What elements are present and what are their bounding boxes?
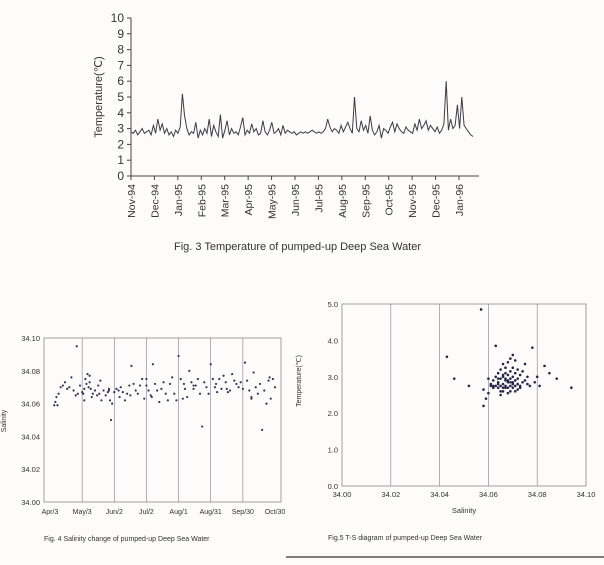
fig4-data-point [222,375,224,377]
fig5-data-point [504,366,507,369]
fig4-data-point [105,394,107,396]
fig5-data-point [494,385,497,388]
fig5-data-point [512,386,515,389]
fig4-x-tick-label: Apr/3 [41,509,59,516]
fig5-data-point [514,372,517,375]
fig5-data-point [502,363,505,366]
fig5-x-tick-label: 34.08 [527,490,547,499]
fig4-data-point [180,378,182,380]
fig3-x-tick-label: Jun-95 [290,184,302,217]
fig5-data-point [492,385,495,388]
fig4-data-point [64,381,66,383]
fig4-data-point [186,396,188,398]
fig5-data-point [529,385,532,388]
fig4-data-point [132,383,134,385]
fig4-data-point [130,365,132,367]
fig5-data-point [509,377,512,380]
fig4-data-point [90,388,92,390]
fig4-data-point [215,383,217,385]
fig5-data-point [487,392,490,395]
fig4-data-point [173,393,175,395]
fig5-plot-area [342,304,586,486]
fig5-data-point [526,383,529,386]
fig4-data-point [57,393,59,395]
fig4-x-tick-label: May/3 [72,509,92,516]
fig5-data-point [499,390,502,393]
fig4-data-point [70,376,72,378]
fig4-data-point [235,383,237,385]
fig3-y-tick-label: 3 [117,121,124,136]
fig4-data-point [83,399,85,401]
fig3-x-tick-label: Jan-95 [172,184,185,217]
fig4-data-point [75,394,77,396]
fig5-data-point [519,386,522,389]
fig5-data-point [507,392,510,395]
fig4-data-point [99,380,101,382]
fig4-data-point [55,396,57,398]
fig4-data-point [79,384,81,386]
fig4-data-point [98,393,100,395]
fig5-data-point [512,354,515,357]
fig4-data-point [225,381,227,383]
fig5-data-point [524,363,527,366]
fig4-y-tick-label: 34.08 [21,366,40,376]
fig3-x-tick-label: Aug-95 [336,184,349,218]
fig4-data-point [201,425,203,427]
fig5-y-tick-label: 0.0 [327,482,338,491]
fig4-data-point [66,388,68,390]
fig5-data-point [499,385,502,388]
fig5-data-point [502,386,505,389]
fig5-data-point [555,377,558,380]
fig5-data-point [509,381,512,384]
fig5-data-point [485,397,488,400]
fig4-data-point [129,394,131,396]
fig4-data-point [261,429,263,431]
fig4-data-point [91,396,93,398]
fig4-data-point [158,401,160,403]
fig4-data-point [197,378,199,380]
fig4-x-tick-label: Jul/2 [139,509,154,516]
fig4-data-point [216,391,218,393]
fig5-x-tick-label: 34.10 [576,490,596,499]
fig5-data-point [509,370,512,373]
fig5-data-point [494,345,497,348]
fig4-data-point [270,398,272,400]
fig5-data-point [516,383,519,386]
fig5-data-point [492,379,495,382]
fig4-data-point [205,386,207,388]
fig5-y-tick-label: 4.0 [327,336,338,346]
fig3-x-tick-label: Mar-95 [219,184,232,218]
fig5-y-axis-label: Temperature(℃) [296,355,303,407]
fig5-data-point [490,385,493,388]
fig4-data-point [248,389,250,391]
fig4-data-point [62,384,64,386]
fig4-data-point [115,388,117,390]
fig3-x-tick-label: Dec-94 [149,184,162,218]
fig3-y-tick-label: 2 [117,137,124,152]
fig4-data-point [96,394,98,396]
fig4-data-point [85,383,87,385]
fig5-data-point [512,383,515,386]
fig4-data-point [240,381,242,383]
fig4-y-tick-label: 34.02 [21,465,40,475]
fig4-data-point [246,380,248,382]
fig4-caption: Fig. 4 Salinity change of pumped-up Deep Sea Water [44,536,210,543]
fig5-data-point [526,376,529,379]
fig5-data-point [521,370,524,373]
fig5-data-point [509,385,512,388]
fig4-data-point [167,399,169,401]
fig5-data-point [519,374,522,377]
fig5-x-tick-label: 34.04 [430,490,449,499]
fig4-y-tick-label: 34.10 [21,334,40,343]
fig3-temperature-line [131,81,473,138]
fig4-data-point [126,393,128,395]
fig4-data-point [156,389,158,391]
fig5-data-point [482,405,485,408]
fig3-caption: Fig. 3 Temperature of pumped-up Deep Sea Water [174,241,422,253]
fig5-data-point [521,381,524,384]
fig4-data-point [195,384,197,386]
fig4-data-point [102,389,104,391]
fig5-y-tick-label: 5.0 [327,300,338,309]
fig4-data-point [111,403,113,405]
fig5-data-point [509,357,512,360]
fig3-x-tick-label: Sep-95 [360,184,373,218]
fig5-y-tick-label: 2.0 [327,409,338,419]
fig3-x-tick-label: Apr-95 [243,184,256,216]
fig4-data-point [135,389,137,391]
fig5-data-point [480,308,483,311]
fig3-x-tick-label: Dec-95 [430,184,443,218]
fig4-data-point [207,393,209,395]
fig5-x-tick-label: 34.02 [381,490,401,499]
fig5-ts-diagram [296,300,595,542]
fig4-data-point [147,389,149,391]
fig5-data-point [497,386,500,389]
fig4-data-point [182,398,184,400]
fig3-x-tick-label: May-95 [266,184,279,220]
fig5-data-point [468,385,471,388]
fig5-data-point [453,377,456,380]
fig5-data-point [502,383,505,386]
fig4-data-point [165,393,167,395]
fig4-data-point [110,419,112,421]
fig5-data-point [507,361,510,364]
fig4-y-tick-label: 34.00 [21,498,40,507]
fig4-data-point [117,389,119,391]
fig4-data-point [137,393,139,395]
fig5-data-point [499,368,502,371]
fig4-y-axis-label: Salinity [1,409,8,433]
fig4-data-point [100,399,102,401]
fig4-data-point [82,393,84,395]
fig4-data-point [265,403,267,405]
fig5-data-point [499,377,502,380]
fig3-temperature-chart [93,11,479,253]
fig4-data-point [244,362,246,364]
fig3-y-tick-label: 10 [110,11,124,25]
fig4-x-tick-label: Oct/30 [264,509,286,516]
fig4-data-point [252,371,254,373]
fig3-x-tick-label: Jan-96 [454,184,466,217]
fig4-data-point [177,355,179,357]
fig4-data-point [145,384,147,386]
fig4-data-point [145,378,147,380]
fig5-data-point [507,374,510,377]
fig4-data-point [89,381,91,383]
fig4-data-point [152,363,154,365]
fig5-data-point [514,390,517,393]
fig4-data-point [84,378,86,380]
fig5-caption: Fig.5 T-S diagram of pumped-up Deep Sea Water [328,535,483,542]
fig5-data-point [514,359,517,362]
fig4-data-point [83,388,85,390]
fig5-data-point [497,383,500,386]
fig4-y-tick-label: 34.04 [21,432,40,442]
fig4-data-point [267,380,269,382]
fig5-data-point [570,386,573,389]
fig4-data-point [210,363,212,365]
fig4-data-point [214,386,216,388]
fig3-y-tick-label: 8 [117,42,124,57]
fig3-y-tick-label: 7 [117,58,124,73]
fig5-data-point [516,388,519,391]
fig4-data-point [183,383,185,385]
fig4-data-point [169,383,171,385]
fig4-data-point [269,376,271,378]
fig5-data-point [494,376,497,379]
fig5-data-point [512,366,515,369]
fig4-data-point [237,386,239,388]
fig4-y-tick-label: 34.06 [21,399,40,409]
fig4-data-point [139,384,141,386]
fig4-data-point [60,386,62,388]
fig4-data-point [175,399,177,401]
fig5-y-tick-label: 1.0 [327,445,338,455]
fig3-x-tick-label: Nov-95 [407,184,420,218]
fig5-data-point [504,386,507,389]
fig4-data-point [113,391,115,393]
fig3-x-tick-label: Feb-95 [196,184,209,218]
fig4-data-point [87,386,89,388]
fig4-data-point [122,391,124,393]
fig3-x-tick-label: Oct-95 [383,184,396,216]
fig4-data-point [89,375,91,377]
fig5-data-point [536,376,539,379]
fig5-data-point [482,388,485,391]
fig4-data-point [68,386,70,388]
fig4-data-point [143,398,145,400]
fig4-data-point [94,389,96,391]
fig5-data-point [538,385,541,388]
fig4-data-point [162,381,164,383]
fig4-data-point [263,389,265,391]
fig3-y-tick-label: 5 [117,90,124,104]
fig4-data-point [92,393,94,395]
fig4-data-point [257,393,259,395]
fig5-data-point [533,381,536,384]
fig5-data-point [504,377,507,380]
fig3-x-tick-label: Jul-95 [313,184,326,213]
fig4-data-point [226,388,228,390]
fig4-data-point [274,386,276,388]
fig4-x-tick-label: Sep/30 [231,509,254,516]
fig4-data-point [184,388,186,390]
fig5-data-point [507,386,510,389]
fig5-data-point [502,390,505,393]
fig4-x-tick-label: Aug/1 [169,509,188,516]
fig4-data-point [97,384,99,386]
fig4-salinity-chart [1,334,285,543]
fig5-data-point [487,377,490,380]
fig5-data-point [514,385,517,388]
fig4-data-point [190,381,192,383]
fig5-data-point [509,390,512,393]
fig4-data-point [192,384,194,386]
fig4-data-point [119,396,121,398]
fig4-data-point [72,389,74,391]
fig5-data-point [497,372,500,375]
fig4-data-point [242,388,244,390]
fig4-data-point [53,404,55,406]
fig4-data-point [120,386,122,388]
fig4-data-point [199,393,201,395]
fig4-data-point [229,389,231,391]
fig4-x-tick-label: Aug/31 [199,509,222,516]
fig5-data-point [504,372,507,375]
fig3-x-tick-label: Nov-94 [126,184,138,218]
fig4-data-point [56,404,58,406]
fig5-data-point [514,379,517,382]
fig4-data-point [154,383,156,385]
fig4-data-point [212,378,214,380]
fig3-y-tick-label: 9 [117,26,124,41]
fig4-data-point [250,396,252,398]
fig4-x-tick-label: Jun/2 [105,509,123,516]
fig4-data-point [255,386,257,388]
fig4-data-point [151,396,153,398]
fig4-data-point [86,373,88,375]
fig4-data-point [259,383,261,385]
fig3-y-tick-label: 6 [117,74,124,89]
fig5-x-axis-label: Salinity [451,506,477,515]
fig5-data-point [512,376,515,379]
fig4-data-point [272,378,274,380]
fig4-data-point [77,393,79,395]
fig3-y-tick-label: 4 [117,105,124,120]
fig5-data-point [499,394,502,397]
fig5-data-point [516,377,519,380]
fig4-data-point [109,399,111,401]
fig5-data-point [446,355,449,358]
fig4-data-point [231,373,233,375]
fig4-data-point [171,376,173,378]
fig4-data-point [192,388,194,390]
fig4-data-point [141,378,143,380]
fig5-data-point [507,379,510,382]
fig4-data-point [76,345,78,347]
fig5-data-point [548,372,551,375]
fig4-data-point [227,391,229,393]
fig5-data-point [516,368,519,371]
fig4-data-point [203,381,205,383]
fig5-data-point [531,346,534,349]
fig5-data-point [502,374,505,377]
fig5-data-point [497,377,500,380]
fig4-data-point [218,378,220,380]
fig5-y-tick-label: 3.0 [327,372,338,382]
fig4-data-point [124,399,126,401]
fig5-x-tick-label: 34.06 [479,490,498,499]
fig4-data-point [128,384,130,386]
fig3-y-axis-label: Temperature(℃) [93,56,105,138]
fig5-x-tick-label: 34.00 [332,490,352,499]
fig4-data-point [220,388,222,390]
fig3-y-tick-label: 1 [117,153,124,168]
fig4-data-point [160,388,162,390]
fig4-data-point [233,380,235,382]
fig4-data-point [54,401,56,403]
fig4-data-point [188,370,190,372]
fig5-data-point [524,379,527,382]
fig5-data-point [543,365,546,368]
fig4-data-point [108,389,110,391]
fig3-y-tick-label: 0 [117,169,124,183]
